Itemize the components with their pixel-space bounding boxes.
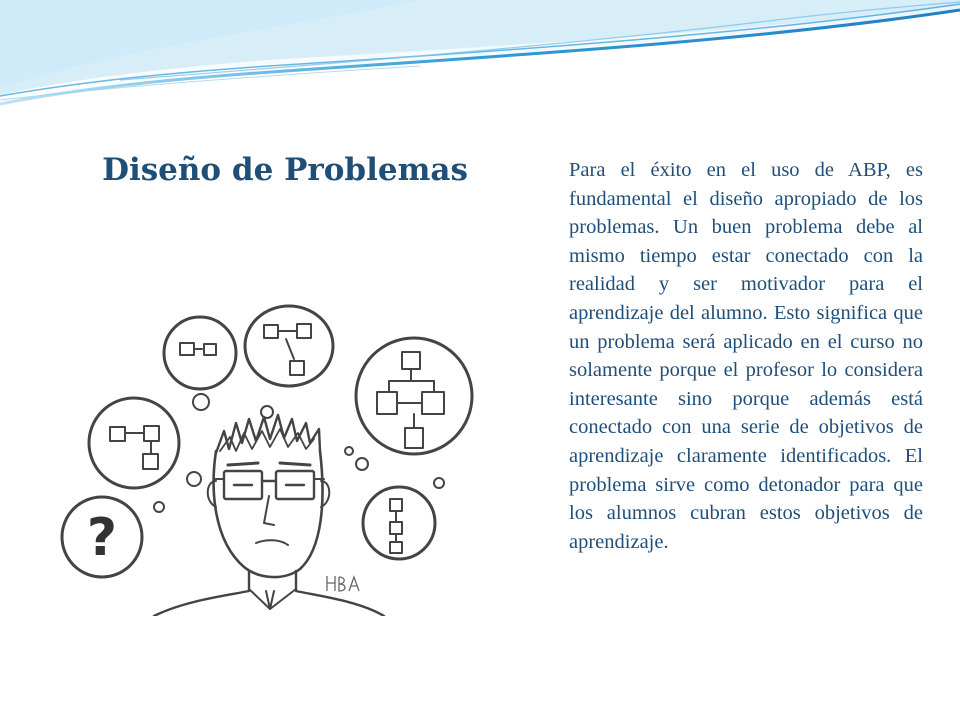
slide-title: Diseño de Problemas <box>102 152 468 188</box>
slide-body-text: Para el éxito en el uso de ABP, es fundamental el diseño apropiado de los problemas. Un buen problema debe al mismo tiempo estar conectado con la realidad y ser motivador para el aprendizaje del alumno. Esto significa que un problema será aplicado en el curso no solamente porque el profesor lo considera interesante sino porque además está conectado con una serie de objetivos de aprendizaje claramente identificados. El problema sirve como detonador para que los alumnos cubran estos objetivos de aprendizaje. <box>569 159 923 553</box>
header-wave-decoration <box>0 0 960 120</box>
thinking-person-illustration <box>44 291 492 616</box>
question-mark-text: ? <box>86 508 118 568</box>
